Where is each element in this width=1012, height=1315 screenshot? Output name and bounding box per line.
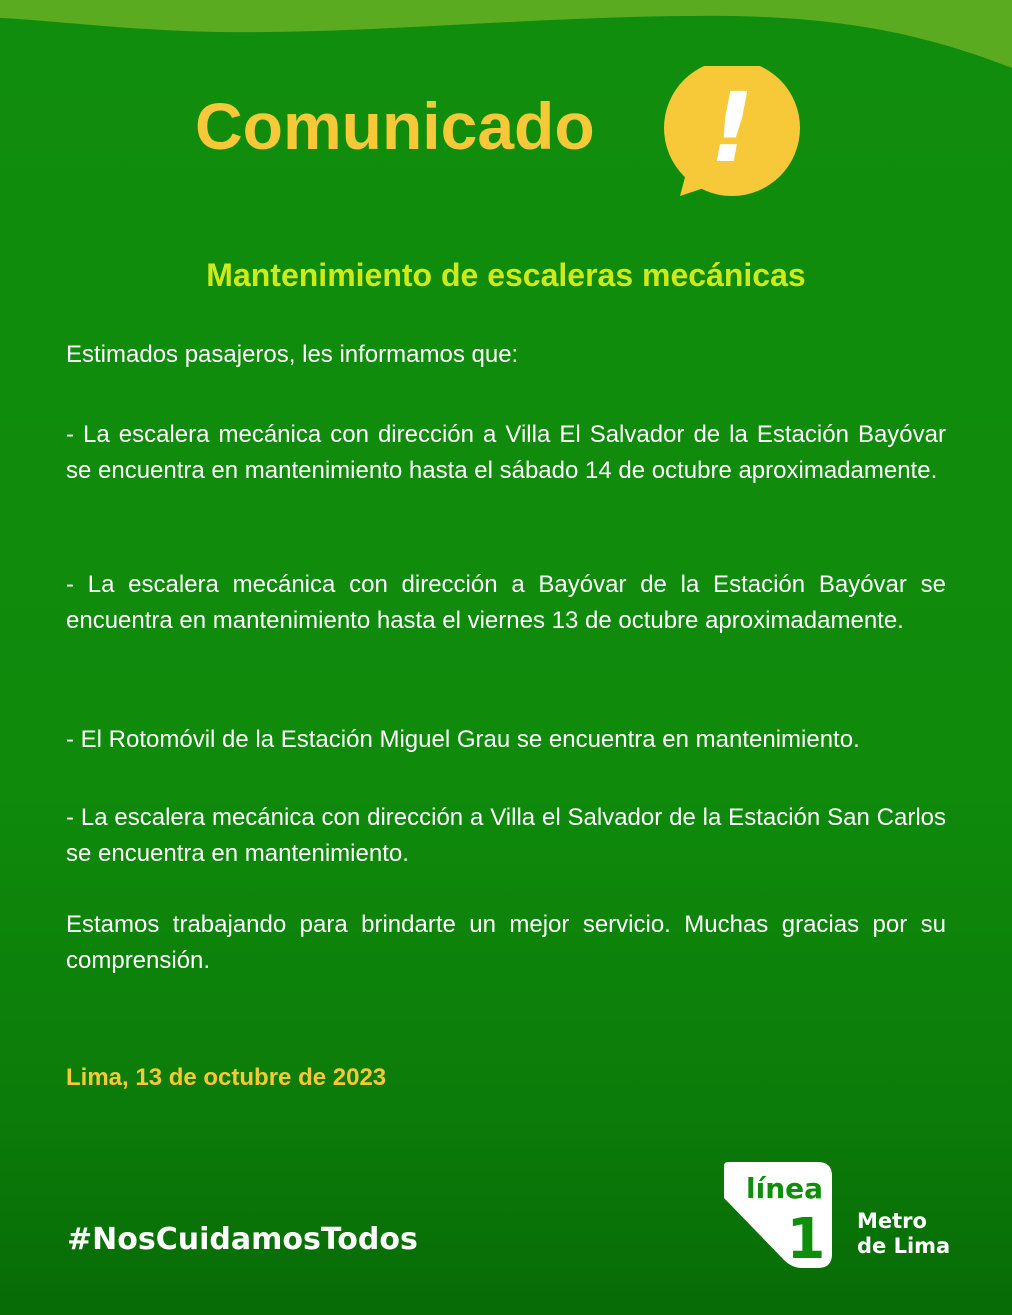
closing-text: Estamos trabajando para brindarte un mejor servicio. Muchas gracias por su comprensión. [66,911,946,974]
page-title: Comunicado [195,89,595,163]
notice-item: - La escalera mecánica con dirección a Villa El Salvador de la Estación Bayóvar se encuentra en mantenimiento hasta el sábado 14 de octubre aproximadamente. [66,421,946,484]
linea-1-logo [720,1158,838,1270]
exclamation-glyph: ! [710,72,754,184]
metro-de-lima-wordmark [857,1209,950,1259]
notice-item: - El Rotomóvil de la Estación Miguel Grau se encuentra en mantenimiento. [66,726,860,753]
hashtag: #NosCuidamosTodos [67,1222,418,1257]
greeting-text: Estimados pasajeros, les informamos que: [66,341,519,368]
logo-name-line1: Metro [857,1209,927,1233]
logo-name-line2: de Lima [857,1234,951,1258]
exclamation-speech-bubble-icon [660,66,805,198]
date-line: Lima, 13 de octubre de 2023 [66,1064,387,1091]
logo-number: 1 [786,1207,826,1270]
notice-item: - La escalera mecánica con dirección a Villa el Salvador de la Estación San Carlos se encuentra en mantenimiento. [66,804,946,867]
logo-word: línea [746,1172,824,1205]
notice-item: - La escalera mecánica con dirección a Bayóvar de la Estación Bayóvar se encuentra en mantenimiento hasta el viernes 13 de octubre aproximadamente. [66,571,946,634]
top-wave-decoration [0,0,1012,80]
announcement-subtitle: Mantenimiento de escaleras mecánicas [206,257,806,293]
